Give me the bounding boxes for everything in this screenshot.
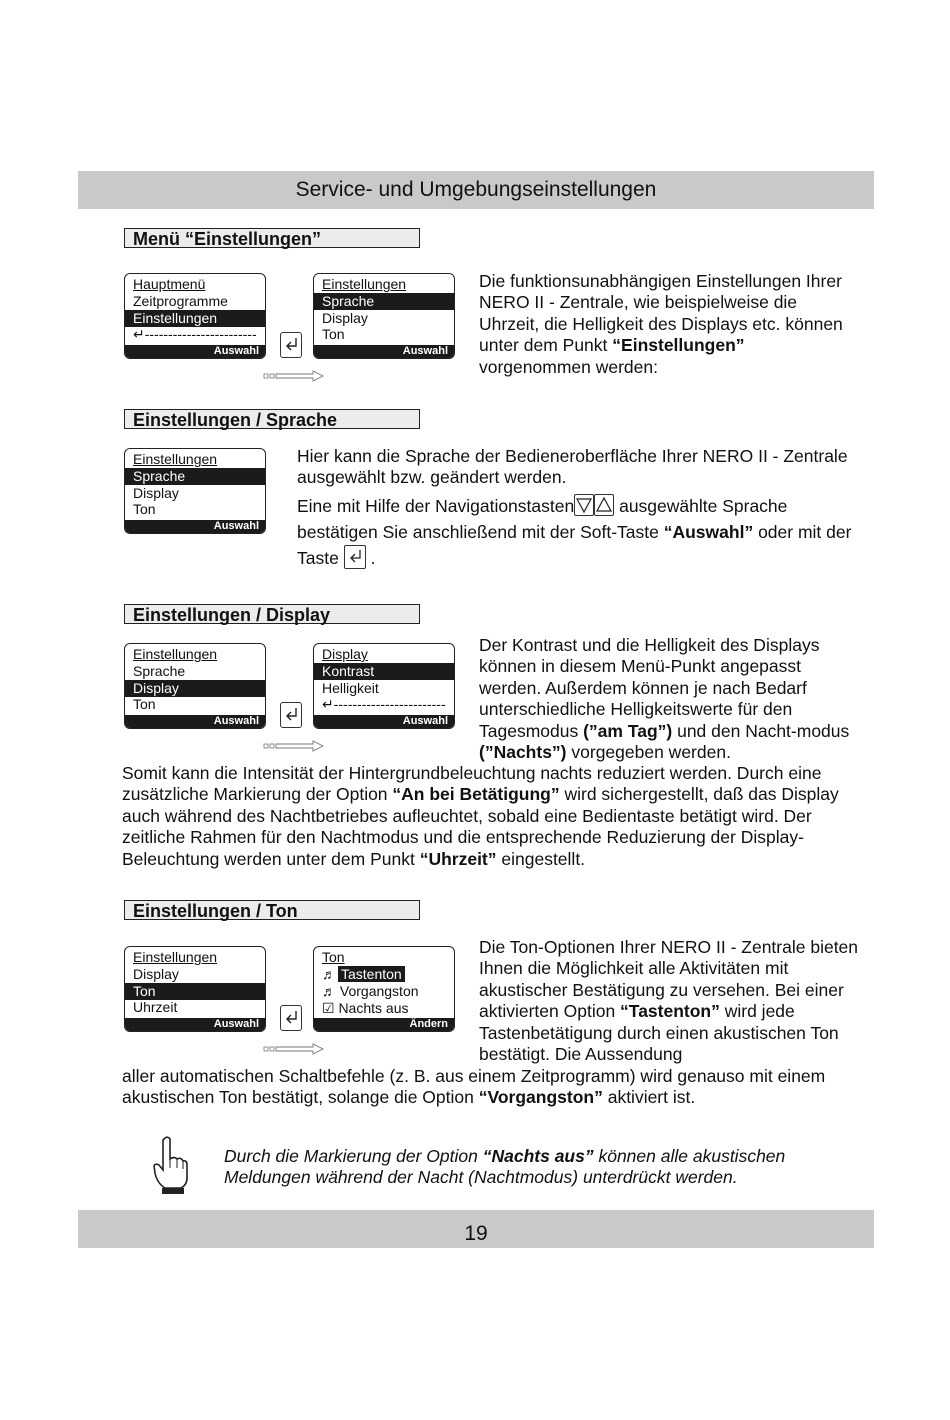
bold-text: (”am Tag”): [583, 720, 673, 741]
screen-row: ↵------------------------: [322, 696, 446, 712]
bold-text: “Uhrzeit”: [419, 848, 497, 869]
bold-text: “Nachts aus”: [482, 1146, 594, 1166]
section-heading-menu: Menü “Einstellungen”: [124, 228, 420, 248]
option-vorgangston: ♬ Vorgangston: [322, 983, 419, 999]
softkey-label: Auswahl: [125, 1018, 265, 1031]
bold-text: “An bei Betätigung”: [392, 784, 560, 805]
option-tastenton: Tastenton: [338, 966, 405, 982]
screen-ton: [313, 946, 455, 1032]
screen-row: Ton: [322, 326, 345, 342]
softkey-label: Ändern: [314, 1018, 454, 1031]
screen-title: Ton: [322, 949, 345, 965]
paragraph: Hier kann die Sprache der Bedieneroberfläche Ihrer NERO II - Zentrale ausgewählt bzw. geändert werden.: [297, 446, 848, 488]
screen-row-selected: [314, 966, 454, 983]
text: oder mit der Taste: [297, 521, 852, 568]
softkey-label: Auswahl: [125, 520, 265, 533]
screen-row-selected: Einstellungen: [125, 310, 265, 327]
text: Eine mit Hilfe der Navigationstasten: [297, 495, 575, 516]
text: Der Kontrast und die Helligkeit des Displays können in diesem Menü-Punkt angepasst werden. Außerdem können je nach Bedarf unterschiedliche Helligkeitswerte für den Tagesmodus: [479, 635, 820, 741]
text: Somit kann die Intensität der Hintergrundbeleuchtung nachts reduziert werden. Durch eine zusätzliche Markierung der Option: [122, 763, 822, 805]
arrow-right-icon: [263, 370, 325, 382]
screen-row-selected: Sprache: [314, 293, 454, 310]
text: und den Nacht-modus: [672, 720, 850, 741]
bold-text: “Auswahl”: [663, 521, 754, 542]
enter-key-icon: [280, 1005, 302, 1031]
screen-einstellungen: [313, 273, 455, 359]
text: Durch die Markierung der Option: [224, 1146, 483, 1166]
bold-text: “Vorgangston”: [478, 1087, 603, 1108]
text: können alle akustischen Meldungen während der Nacht (Nachtmodus) unterdrückt werden.: [224, 1146, 786, 1188]
text: Die Ton-Optionen Ihrer NERO II - Zentrale bieten Ihnen die Möglichkeit alle Aktivitäten mit akustischer Bestätigung zu versehen. Bei einer aktivierten Option: [479, 937, 859, 1022]
screen-title: Einstellungen: [133, 949, 218, 965]
softkey-label: Auswahl: [125, 345, 265, 358]
section-heading-sprache: Einstellungen / Sprache: [124, 409, 420, 429]
enter-key-icon: [280, 702, 302, 728]
sprache-description: [297, 446, 857, 571]
text: Die funktionsunabhängigen Einstellungen Ihrer NERO II - Zentrale, wie beispielweise die Uhrzeit, die Helligkeit des Displays etc. können unter dem Punkt: [479, 271, 843, 356]
screen-title: Einstellungen: [322, 276, 407, 292]
ton-description-full: [122, 1066, 852, 1109]
page-header: Service- und Umgebungseinstellungen: [78, 171, 874, 209]
screen-row: ↵------------------------: [133, 326, 257, 342]
pointing-hand-icon: [150, 1135, 190, 1197]
note-icon: ♬: [322, 966, 336, 982]
enter-key-icon: [280, 332, 302, 358]
text: .: [365, 547, 376, 568]
screen-row: Helligkeit: [322, 680, 379, 696]
arrow-right-icon: [263, 740, 325, 752]
screen-row: Uhrzeit: [133, 999, 178, 1015]
ton-description: [479, 937, 859, 1065]
menu-description: [479, 271, 859, 378]
text: eingestellt.: [496, 848, 586, 869]
screen-row: Sprache: [133, 663, 186, 679]
text: vorgenommen werden:: [479, 356, 658, 377]
paragraph: [297, 493, 857, 571]
display-description: [479, 635, 859, 763]
text: wird jede Tastenbetätigung durch einen akustischen Ton bestätigt. Die Aussendung: [479, 1001, 839, 1065]
screen-row: Display: [133, 966, 179, 982]
screen-row: Zeitprogramme: [133, 293, 228, 309]
enter-key-icon: [344, 545, 366, 569]
section-heading-ton: Einstellungen / Ton: [124, 900, 420, 920]
screen-title: Hauptmenü: [133, 276, 206, 292]
screen-title: Display: [322, 646, 368, 662]
screen-einstellungen-display: [124, 643, 266, 729]
softkey-label: Auswahl: [314, 715, 454, 728]
nav-up-icon: [594, 494, 614, 516]
text: vorgegeben werden.: [566, 742, 731, 763]
screen-title: Einstellungen: [133, 646, 218, 662]
screen-row: Display: [322, 310, 368, 326]
option-nachts-aus: ☑ Nachts aus: [322, 1000, 409, 1016]
nav-down-icon: [574, 494, 594, 516]
screen-row-selected: Ton: [125, 983, 265, 1000]
section-heading-display: Einstellungen / Display: [124, 604, 420, 624]
screen-display: [313, 643, 455, 729]
text: wird sichergestellt, daß das Display auch während des Nachtbetriebes aufleuchtet, sobald eine Bedientaste betätigt wird. Der zeitliche Rahmen für den Nachtmodus und die entsprechende Reduzierung der Display-Beleuchtung werden unter dem Punkt: [122, 784, 839, 869]
bold-text: “Tastenton”: [620, 1001, 720, 1022]
text: aktiviert ist.: [602, 1087, 696, 1108]
screen-title: Einstellungen: [133, 451, 218, 467]
screen-einstellungen-ton: [124, 946, 266, 1032]
softkey-label: Auswahl: [125, 715, 265, 728]
screen-row-selected: Kontrast: [314, 663, 454, 680]
text: aller automatischen Schaltbefehle (z. B. aus einem Zeitprogramm) wird genauso mit einem akustischen Ton bestätigt, solange die Option: [122, 1066, 826, 1108]
screen-row: Ton: [133, 501, 156, 517]
screen-sprache: [124, 448, 266, 534]
screen-row: Ton: [133, 696, 156, 712]
screen-row-selected: Sprache: [125, 468, 265, 485]
screen-hauptmenue: [124, 273, 266, 359]
screen-row: Display: [133, 485, 179, 501]
bold-text: (”Nachts”): [479, 742, 567, 763]
arrow-right-icon: [263, 1043, 325, 1055]
display-description-full: [122, 763, 852, 870]
page-number: 19: [78, 1210, 874, 1248]
text: ausgewählte Sprache bestätigen Sie anschließend mit der Soft-Taste: [297, 495, 788, 542]
hint-note: [224, 1146, 864, 1189]
screen-row-selected: Display: [125, 680, 265, 697]
bold-text: “Einstellungen”: [612, 335, 745, 356]
softkey-label: Auswahl: [314, 345, 454, 358]
